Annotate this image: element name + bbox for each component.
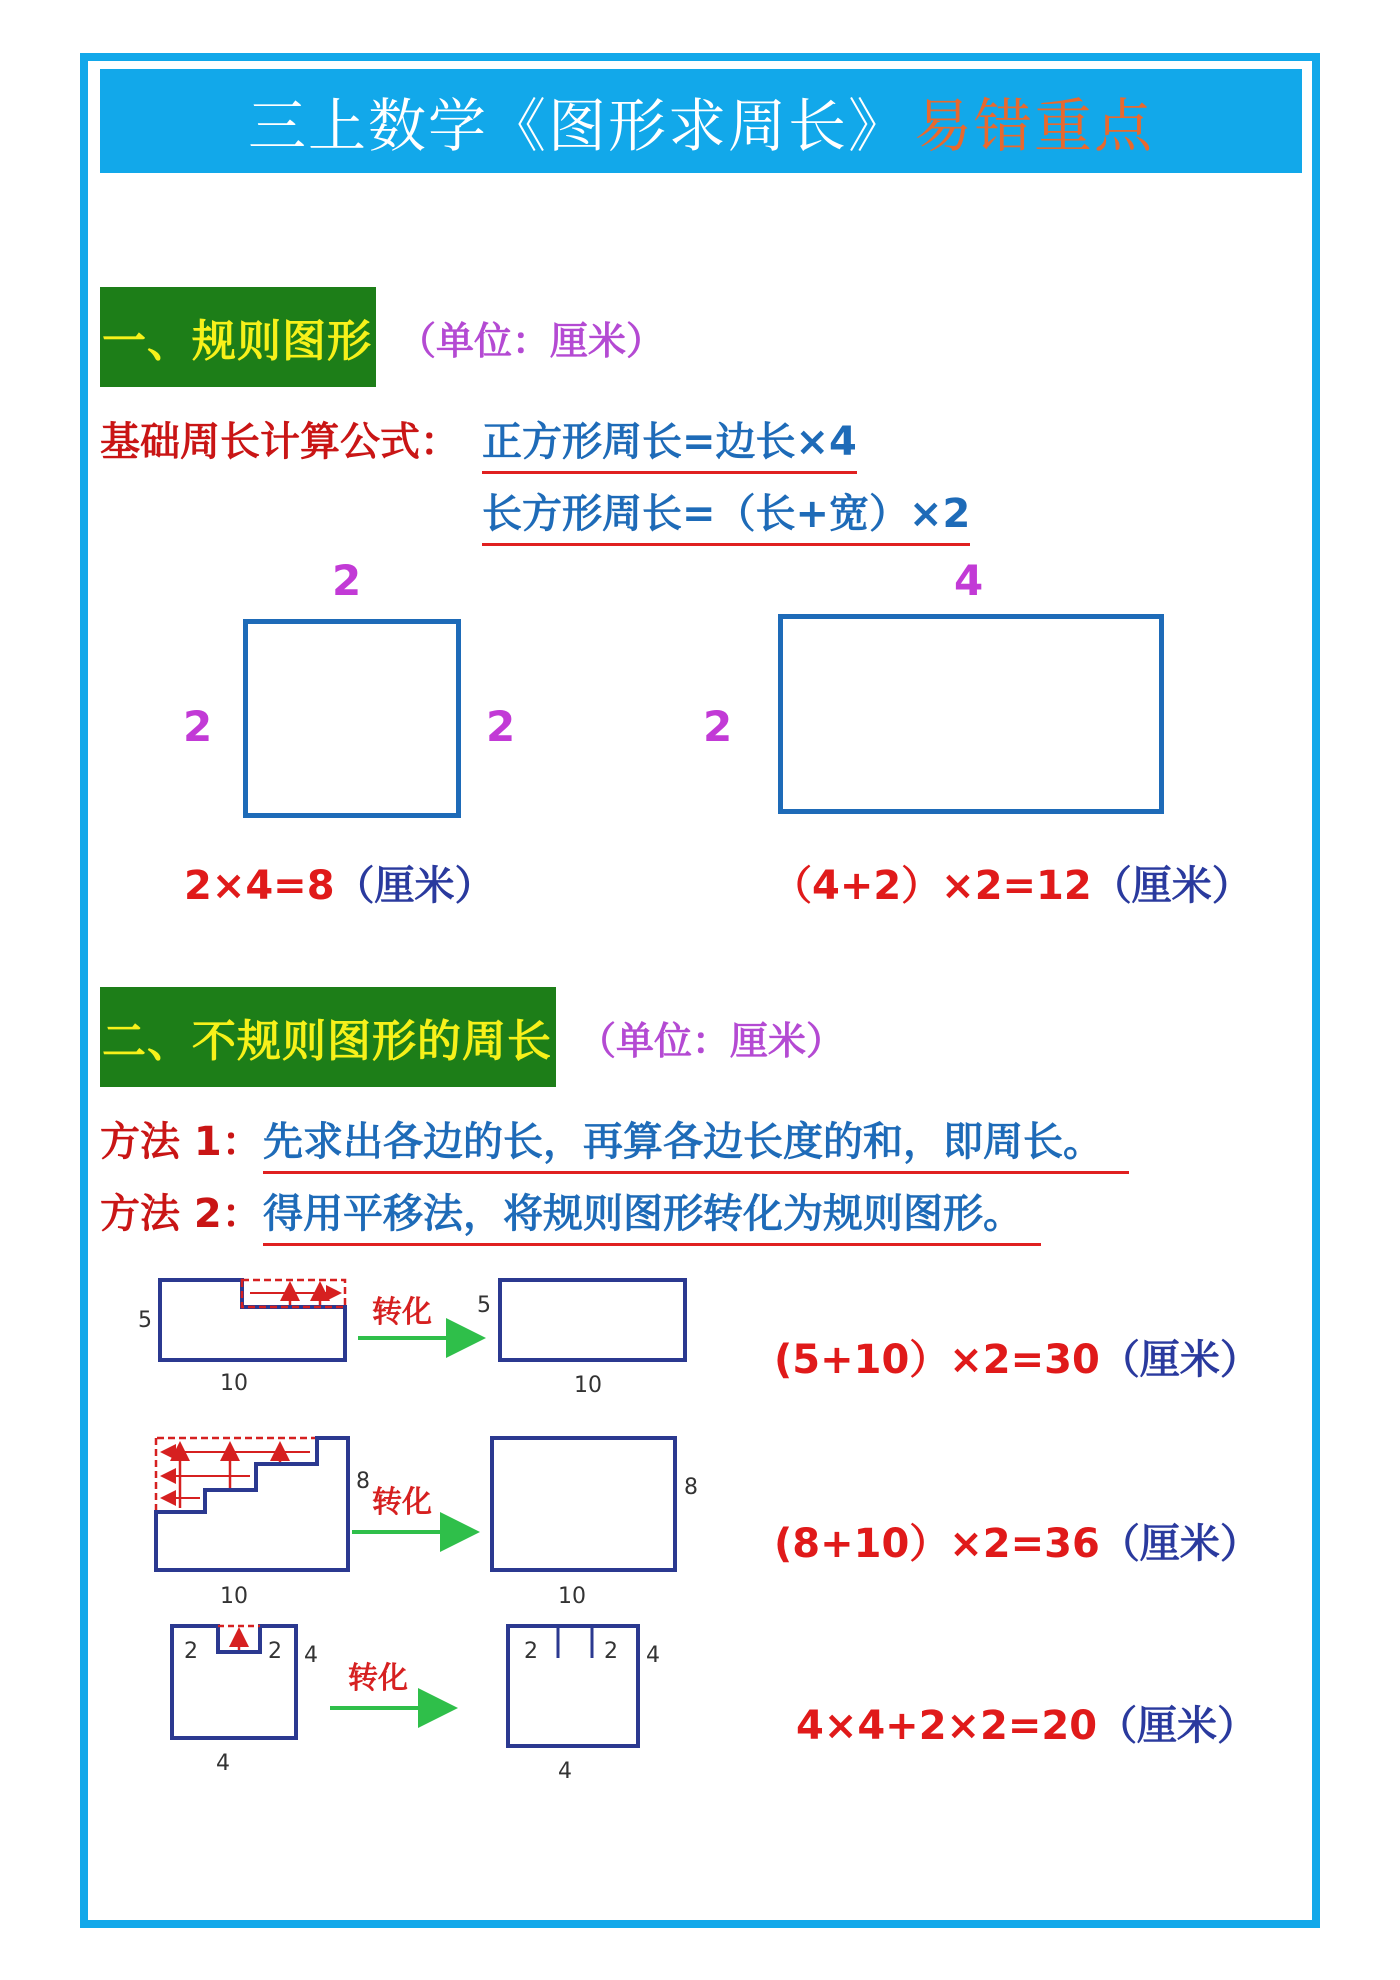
ex2-arrow-label: 转化 — [372, 1485, 432, 1520]
square-calc-unit: （厘米） — [334, 863, 495, 909]
ex2-calc — [774, 1512, 1260, 1569]
ex3-left-notch-l: 2 — [184, 1639, 198, 1664]
method2-label: 方法 2： — [100, 1191, 262, 1237]
method2-text: 得用平移法，将规则图形转化为规则图形。 — [263, 1182, 1041, 1246]
ex3-right-notch-r: 2 — [604, 1639, 618, 1664]
ex3-right-notch-l: 2 — [524, 1639, 538, 1664]
ex1-right-h: 5 — [477, 1293, 491, 1318]
ex3-left-notch-r: 2 — [268, 1639, 282, 1664]
rect-calc — [772, 854, 1252, 911]
ex3-right-h: 4 — [646, 1643, 660, 1668]
ex1-arrow-label: 转化 — [372, 1295, 432, 1330]
rect-top-dim: 4 — [954, 556, 984, 605]
square-calc — [184, 854, 495, 911]
ex3-left-figure — [172, 1626, 318, 1776]
ex2-calc-unit: （厘米） — [1099, 1521, 1260, 1567]
ex3-arrow — [330, 1661, 450, 1708]
square-right-dim: 2 — [486, 702, 516, 751]
ex1-arrow — [358, 1295, 478, 1338]
ex1-right-w: 10 — [574, 1373, 602, 1398]
section2-heading: 二、不规则图形的周长 — [100, 987, 556, 1087]
square-shape — [243, 619, 461, 818]
ex2-left-figure — [156, 1438, 370, 1609]
ex2-calc-expr: (8+10）×2=36 — [774, 1521, 1100, 1567]
ex3-left-w: 4 — [216, 1751, 230, 1776]
ex3-right-figure — [508, 1626, 660, 1784]
title-banner — [100, 69, 1302, 173]
ex1-calc-unit: （厘米） — [1099, 1337, 1260, 1383]
ex3-calc-unit: （厘米） — [1097, 1703, 1258, 1749]
rect-calc-expr: （4+2）×2=12 — [772, 863, 1092, 909]
section1-heading: 一、规则图形 — [100, 287, 376, 387]
rect-calc-unit: （厘米） — [1091, 863, 1252, 909]
formula-rect: 长方形周长=（长+宽）×2 — [482, 482, 970, 546]
ex3-left-h: 4 — [304, 1643, 318, 1668]
section1-unit: （单位：厘米） — [398, 318, 665, 363]
ex1-calc — [774, 1328, 1260, 1385]
square-top-dim: 2 — [332, 556, 362, 605]
title-accent: 易错重点 — [914, 92, 1155, 160]
method1-label: 方法 1： — [100, 1119, 262, 1165]
title-main: 三上数学《图形求周长》 — [247, 92, 908, 160]
rect-left-dim: 2 — [703, 702, 733, 751]
ex3-calc — [796, 1694, 1257, 1751]
ex1-left-h: 5 — [138, 1308, 152, 1333]
ex3-calc-expr: 4×4+2×2=20 — [796, 1703, 1098, 1749]
ex2-left-h: 8 — [356, 1469, 370, 1494]
ex1-left-w: 10 — [220, 1371, 248, 1396]
square-calc-expr: 2×4=8 — [184, 863, 335, 909]
section2-header — [100, 987, 844, 1087]
ex2-arrow — [352, 1485, 472, 1532]
ex3-arrow-label: 转化 — [348, 1661, 408, 1696]
ex1-right-figure — [477, 1280, 685, 1398]
ex2-left-w: 10 — [220, 1584, 248, 1609]
ex1-calc-expr: (5+10）×2=30 — [774, 1337, 1100, 1383]
ex2-right-h: 8 — [684, 1475, 698, 1500]
ex2-right-w: 10 — [558, 1584, 586, 1609]
method1-text: 先求出各边的长，再算各边长度的和，即周长。 — [263, 1110, 1129, 1174]
translation-diagrams — [120, 1250, 740, 1790]
ex1-left-figure — [138, 1280, 345, 1396]
rect-shape — [778, 614, 1164, 814]
square-left-dim: 2 — [183, 702, 213, 751]
ex2-right-figure — [492, 1438, 698, 1609]
formula-label: 基础周长计算公式： — [100, 419, 460, 465]
formula-square: 正方形周长=边长×4 — [482, 410, 857, 474]
ex3-right-w: 4 — [558, 1759, 572, 1784]
section1-header — [100, 287, 664, 387]
section2-unit: （单位：厘米） — [578, 1018, 845, 1063]
